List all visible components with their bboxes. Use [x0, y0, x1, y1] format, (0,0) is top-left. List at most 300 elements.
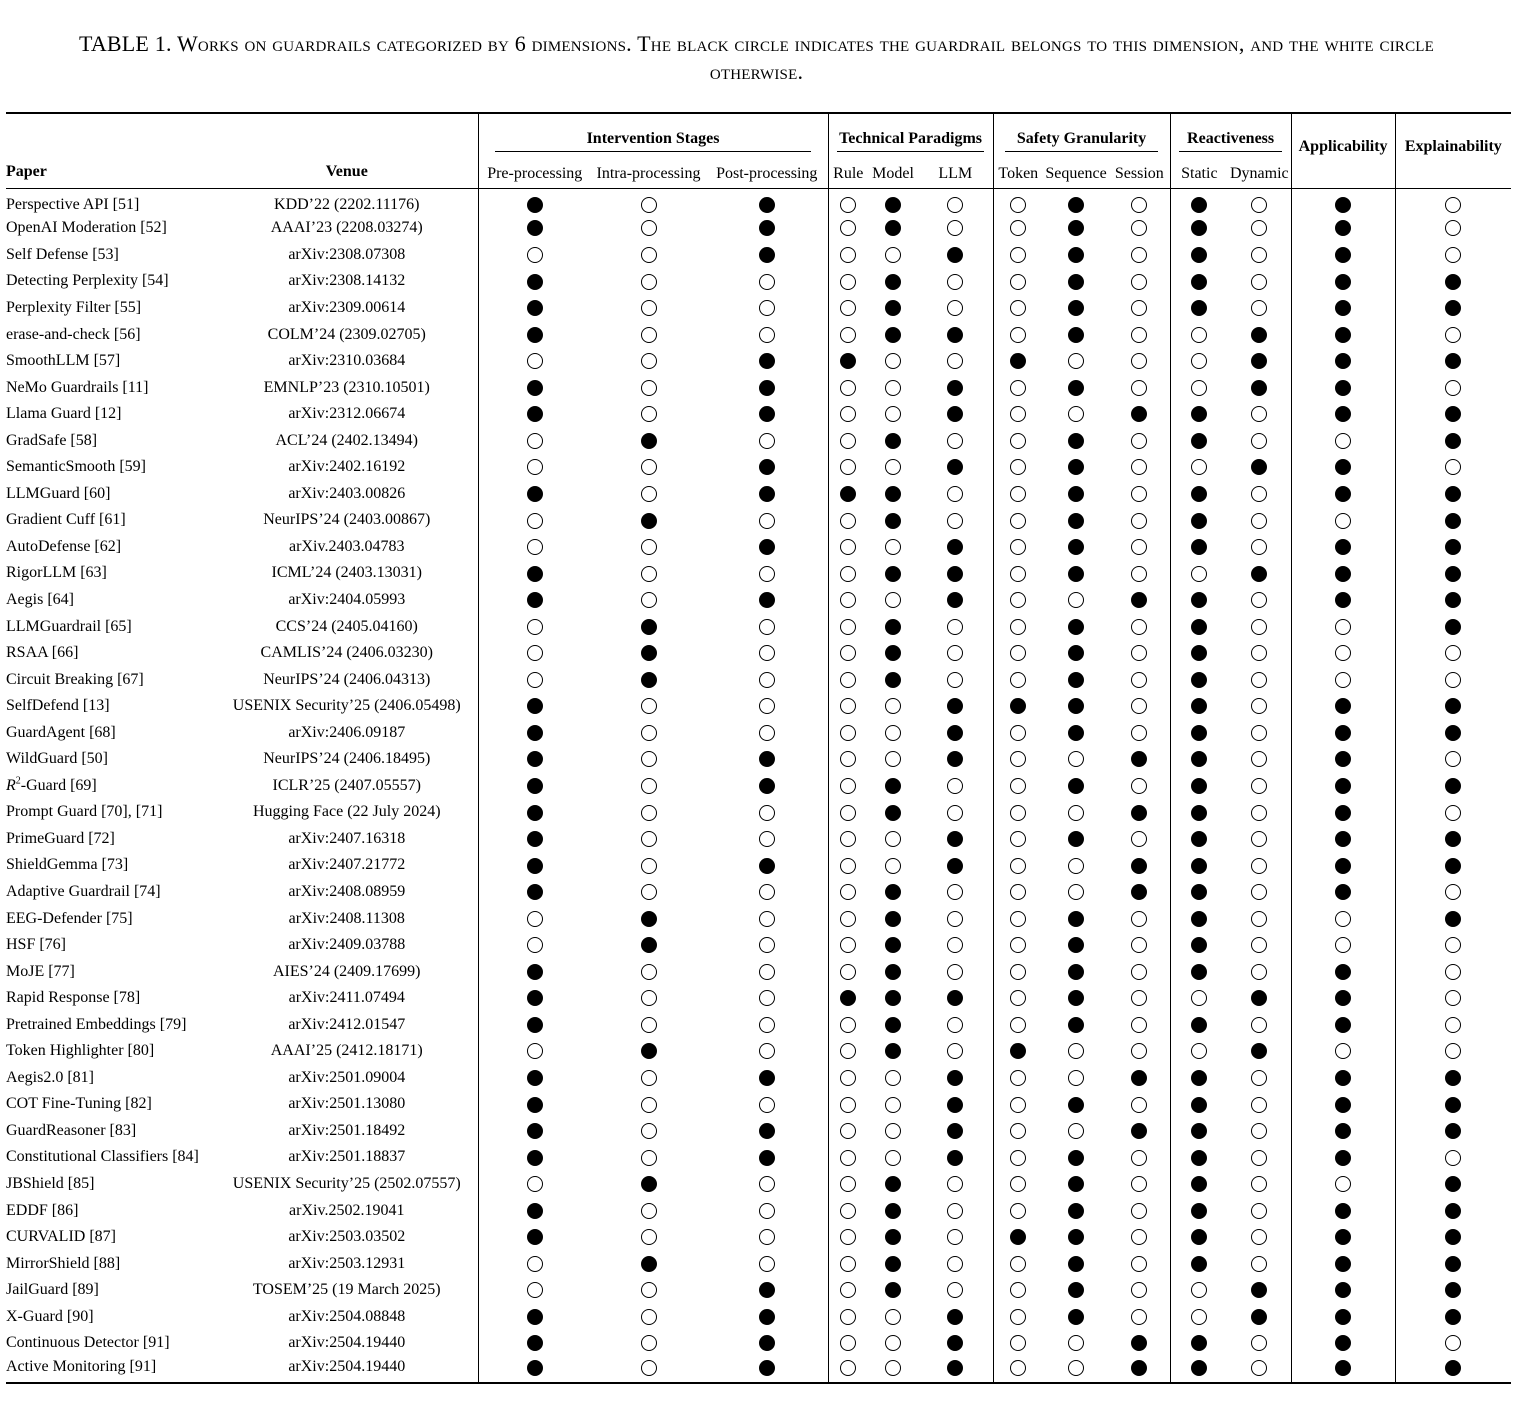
empty-circle-icon: [1010, 513, 1026, 529]
empty-circle-icon: [1010, 672, 1026, 688]
filled-circle-icon: [1445, 619, 1461, 635]
mark-cell: [868, 401, 918, 428]
empty-circle-icon: [1445, 247, 1461, 263]
filled-circle-icon: [1068, 513, 1084, 529]
mark-cell: [1291, 189, 1395, 216]
empty-circle-icon: [1131, 1309, 1147, 1325]
filled-circle-icon: [1191, 539, 1207, 555]
mark-cell: [1043, 932, 1109, 959]
mark-cell: [918, 1065, 993, 1092]
mark-cell: [1170, 1357, 1228, 1384]
filled-circle-icon: [1335, 1360, 1351, 1376]
empty-circle-icon: [885, 1360, 901, 1376]
mark-cell: [1395, 401, 1511, 428]
venue-cell: arXiv:2504.19440: [288, 1334, 406, 1352]
mark-cell: [1109, 321, 1170, 348]
table-row: [6, 826, 1511, 853]
mark-cell: [1395, 1144, 1511, 1171]
empty-circle-icon: [947, 884, 963, 900]
filled-circle-icon: [527, 831, 543, 847]
filled-circle-icon: [1191, 831, 1207, 847]
mark-cell: [993, 666, 1043, 693]
mark-cell: [706, 1197, 828, 1224]
empty-circle-icon: [947, 197, 963, 213]
mark-cell: [828, 666, 868, 693]
empty-circle-icon: [1068, 1123, 1084, 1139]
empty-circle-icon: [1251, 911, 1267, 927]
filled-circle-icon: [1445, 1176, 1461, 1192]
mark-cell: [868, 587, 918, 614]
paper-cell: EEG-Defender [75]: [6, 909, 133, 927]
mark-cell: [706, 1277, 828, 1304]
venue-cell: arXiv:2407.21772: [288, 856, 406, 874]
mark-cell: [1291, 507, 1395, 534]
mark-cell: [868, 1065, 918, 1092]
mark-cell: [706, 1065, 828, 1092]
filled-circle-icon: [1335, 327, 1351, 343]
filled-circle-icon: [1068, 459, 1084, 475]
mark-cell: [1228, 507, 1291, 534]
empty-circle-icon: [947, 1256, 963, 1272]
filled-circle-icon: [1335, 725, 1351, 741]
filled-circle-icon: [527, 805, 543, 821]
mark-cell: [828, 560, 868, 587]
empty-circle-icon: [527, 1256, 543, 1272]
empty-circle-icon: [840, 539, 856, 555]
mark-cell: [1170, 879, 1228, 906]
mark-cell: [918, 826, 993, 853]
mark-cell: [993, 587, 1043, 614]
venue-cell: arXiv:2308.14132: [288, 272, 406, 290]
filled-circle-icon: [1445, 1229, 1461, 1245]
empty-circle-icon: [947, 353, 963, 369]
table-row: [6, 1065, 1511, 1092]
filled-circle-icon: [759, 486, 775, 502]
empty-circle-icon: [1445, 884, 1461, 900]
mark-cell: [868, 268, 918, 295]
empty-circle-icon: [759, 327, 775, 343]
empty-circle-icon: [840, 300, 856, 316]
table-row: [6, 454, 1511, 481]
empty-circle-icon: [1068, 1360, 1084, 1376]
paper-cell: SemanticSmooth [59]: [6, 458, 146, 476]
mark-cell: [1228, 613, 1291, 640]
empty-circle-icon: [885, 380, 901, 396]
col-header-rule: Rule: [828, 160, 868, 189]
empty-circle-icon: [1191, 990, 1207, 1006]
empty-circle-icon: [1131, 247, 1147, 263]
paper-cell: JailGuard [89]: [6, 1281, 99, 1299]
mark-cell: [478, 1144, 591, 1171]
mark-cell: [706, 534, 828, 561]
mark-cell: [1228, 427, 1291, 454]
paper-cell: AutoDefense [62]: [6, 537, 122, 555]
filled-circle-icon: [885, 433, 901, 449]
mark-cell: [1109, 666, 1170, 693]
empty-circle-icon: [1131, 619, 1147, 635]
empty-circle-icon: [527, 672, 543, 688]
filled-circle-icon: [1445, 486, 1461, 502]
mark-cell: [1228, 958, 1291, 985]
mark-cell: [868, 507, 918, 534]
empty-circle-icon: [1445, 327, 1461, 343]
mark-cell: [478, 905, 591, 932]
filled-circle-icon: [1335, 751, 1351, 767]
mark-cell: [706, 985, 828, 1012]
filled-circle-icon: [1068, 1097, 1084, 1113]
mark-cell: [1043, 268, 1109, 295]
empty-circle-icon: [1251, 1070, 1267, 1086]
paper-cell: Token Highlighter [80]: [6, 1042, 155, 1060]
filled-circle-icon: [1445, 1123, 1461, 1139]
filled-circle-icon: [885, 1176, 901, 1192]
mark-cell: [1228, 773, 1291, 800]
filled-circle-icon: [947, 247, 963, 263]
mark-cell: [1109, 1118, 1170, 1145]
mark-cell: [706, 427, 828, 454]
empty-circle-icon: [840, 645, 856, 661]
venue-cell: arXiv:2312.06674: [288, 405, 406, 423]
mark-cell: [1395, 640, 1511, 667]
empty-circle-icon: [1131, 990, 1147, 1006]
mark-cell: [828, 1357, 868, 1384]
mark-cell: [1395, 1011, 1511, 1038]
mark-cell: [706, 242, 828, 269]
mark-cell: [1228, 454, 1291, 481]
mark-cell: [868, 1144, 918, 1171]
mark-cell: [1395, 534, 1511, 561]
empty-circle-icon: [947, 486, 963, 502]
mark-cell: [591, 1091, 706, 1118]
mark-cell: [1109, 693, 1170, 720]
mark-cell: [993, 534, 1043, 561]
filled-circle-icon: [527, 698, 543, 714]
mark-cell: [591, 852, 706, 879]
mark-cell: [1291, 587, 1395, 614]
filled-circle-icon: [1191, 1150, 1207, 1166]
mark-cell: [918, 1091, 993, 1118]
mark-cell: [918, 587, 993, 614]
mark-cell: [1395, 1357, 1511, 1384]
filled-circle-icon: [1068, 539, 1084, 555]
filled-circle-icon: [1335, 1335, 1351, 1351]
empty-circle-icon: [1010, 247, 1026, 263]
filled-circle-icon: [1445, 1203, 1461, 1219]
mark-cell: [1395, 746, 1511, 773]
mark-cell: [706, 454, 828, 481]
mark-cell: [1043, 507, 1109, 534]
mark-cell: [1109, 454, 1170, 481]
mark-cell: [1395, 985, 1511, 1012]
mark-cell: [1043, 1330, 1109, 1357]
mark-cell: [918, 799, 993, 826]
mark-cell: [993, 719, 1043, 746]
filled-circle-icon: [759, 1282, 775, 1298]
table-row: [6, 481, 1511, 508]
mark-cell: [993, 1065, 1043, 1092]
empty-circle-icon: [1010, 778, 1026, 794]
mark-cell: [868, 1303, 918, 1330]
mark-cell: [1170, 826, 1228, 853]
mark-cell: [868, 958, 918, 985]
mark-cell: [918, 321, 993, 348]
empty-circle-icon: [1131, 327, 1147, 343]
filled-circle-icon: [527, 327, 543, 343]
filled-circle-icon: [1335, 1282, 1351, 1298]
mark-cell: [1228, 1011, 1291, 1038]
mark-cell: [478, 985, 591, 1012]
filled-circle-icon: [947, 380, 963, 396]
mark-cell: [868, 666, 918, 693]
empty-circle-icon: [759, 1229, 775, 1245]
mark-cell: [1109, 1277, 1170, 1304]
filled-circle-icon: [840, 486, 856, 502]
empty-circle-icon: [1068, 1070, 1084, 1086]
filled-circle-icon: [1191, 858, 1207, 874]
mark-cell: [1109, 374, 1170, 401]
mark-cell: [1291, 1250, 1395, 1277]
mark-cell: [1109, 773, 1170, 800]
paper-cell: OpenAI Moderation [52]: [6, 219, 167, 237]
mark-cell: [868, 985, 918, 1012]
mark-cell: [706, 295, 828, 322]
filled-circle-icon: [1010, 353, 1026, 369]
mark-cell: [1395, 481, 1511, 508]
empty-circle-icon: [1251, 884, 1267, 900]
filled-circle-icon: [527, 990, 543, 1006]
mark-cell: [1043, 427, 1109, 454]
mark-cell: [993, 1357, 1043, 1384]
empty-circle-icon: [641, 1335, 657, 1351]
filled-circle-icon: [1445, 539, 1461, 555]
filled-circle-icon: [1335, 380, 1351, 396]
mark-cell: [591, 401, 706, 428]
paper-cell: Constitutional Classifiers [84]: [6, 1148, 199, 1166]
mark-cell: [993, 454, 1043, 481]
empty-circle-icon: [1131, 645, 1147, 661]
mark-cell: [828, 746, 868, 773]
mark-cell: [918, 1277, 993, 1304]
mark-cell: [1291, 454, 1395, 481]
empty-circle-icon: [641, 406, 657, 422]
mark-cell: [1170, 985, 1228, 1012]
empty-circle-icon: [1010, 406, 1026, 422]
mark-cell: [591, 985, 706, 1012]
mark-cell: [478, 507, 591, 534]
empty-circle-icon: [1131, 937, 1147, 953]
mark-cell: [918, 1224, 993, 1251]
empty-circle-icon: [1445, 964, 1461, 980]
empty-circle-icon: [1335, 433, 1351, 449]
filled-circle-icon: [1191, 778, 1207, 794]
paper-cell: ShieldGemma [73]: [6, 856, 129, 874]
mark-cell: [993, 799, 1043, 826]
mark-cell: [1228, 1197, 1291, 1224]
table-row: [6, 374, 1511, 401]
filled-circle-icon: [1251, 380, 1267, 396]
mark-cell: [1291, 879, 1395, 906]
mark-cell: [1291, 321, 1395, 348]
mark-cell: [591, 693, 706, 720]
mark-cell: [993, 932, 1043, 959]
mark-cell: [1109, 1011, 1170, 1038]
mark-cell: [1170, 401, 1228, 428]
mark-cell: [918, 613, 993, 640]
mark-cell: [1228, 719, 1291, 746]
filled-circle-icon: [885, 911, 901, 927]
venue-cell: arXiv:2408.11308: [288, 909, 405, 927]
mark-cell: [918, 401, 993, 428]
empty-circle-icon: [1010, 937, 1026, 953]
empty-circle-icon: [885, 247, 901, 263]
empty-circle-icon: [1010, 858, 1026, 874]
empty-circle-icon: [1068, 805, 1084, 821]
mark-cell: [478, 1277, 591, 1304]
mark-cell: [828, 427, 868, 454]
empty-circle-icon: [1131, 911, 1147, 927]
mark-cell: [868, 1277, 918, 1304]
empty-circle-icon: [1191, 459, 1207, 475]
empty-circle-icon: [759, 1097, 775, 1113]
table-row: [6, 1091, 1511, 1118]
empty-circle-icon: [1010, 751, 1026, 767]
mark-cell: [1395, 1065, 1511, 1092]
mark-cell: [1228, 268, 1291, 295]
filled-circle-icon: [885, 327, 901, 343]
mark-cell: [478, 560, 591, 587]
mark-cell: [918, 507, 993, 534]
empty-circle-icon: [1010, 805, 1026, 821]
filled-circle-icon: [1068, 566, 1084, 582]
mark-cell: [1395, 1303, 1511, 1330]
mark-cell: [706, 773, 828, 800]
filled-circle-icon: [1445, 1360, 1461, 1376]
filled-circle-icon: [1335, 247, 1351, 263]
mark-cell: [1043, 1303, 1109, 1330]
mark-cell: [1170, 746, 1228, 773]
mark-cell: [478, 1065, 591, 1092]
filled-circle-icon: [1191, 725, 1207, 741]
mark-cell: [1043, 1065, 1109, 1092]
mark-cell: [993, 295, 1043, 322]
filled-circle-icon: [947, 566, 963, 582]
mark-cell: [1291, 799, 1395, 826]
filled-circle-icon: [759, 197, 775, 213]
filled-circle-icon: [1335, 884, 1351, 900]
paper-cell: RSAA [66]: [6, 644, 79, 662]
empty-circle-icon: [840, 1203, 856, 1219]
mark-cell: [993, 613, 1043, 640]
empty-circle-icon: [1010, 1309, 1026, 1325]
empty-circle-icon: [840, 220, 856, 236]
filled-circle-icon: [1068, 327, 1084, 343]
paper-cell: Rapid Response [78]: [6, 989, 141, 1007]
filled-circle-icon: [1335, 805, 1351, 821]
mark-cell: [1228, 1357, 1291, 1384]
paper-cell: CURVALID [87]: [6, 1228, 116, 1246]
empty-circle-icon: [1251, 1017, 1267, 1033]
mark-cell: [478, 348, 591, 375]
filled-circle-icon: [759, 592, 775, 608]
paper-cell: Llama Guard [12]: [6, 405, 122, 423]
filled-circle-icon: [885, 1203, 901, 1219]
filled-circle-icon: [1335, 698, 1351, 714]
filled-circle-icon: [885, 937, 901, 953]
filled-circle-icon: [1445, 858, 1461, 874]
empty-circle-icon: [1131, 1017, 1147, 1033]
mark-cell: [828, 905, 868, 932]
mark-cell: [993, 268, 1043, 295]
paper-name: -Guard [69]: [20, 776, 97, 794]
mark-cell: [1170, 1091, 1228, 1118]
filled-circle-icon: [759, 220, 775, 236]
empty-circle-icon: [759, 911, 775, 927]
mark-cell: [828, 1250, 868, 1277]
empty-circle-icon: [1191, 380, 1207, 396]
empty-circle-icon: [1010, 1017, 1026, 1033]
empty-circle-icon: [1445, 1043, 1461, 1059]
empty-circle-icon: [1251, 619, 1267, 635]
paper-cell: GuardReasoner [83]: [6, 1121, 137, 1139]
mark-cell: [828, 852, 868, 879]
paper-cell: MirrorShield [88]: [6, 1254, 121, 1272]
mark-cell: [591, 295, 706, 322]
mark-cell: [1043, 215, 1109, 242]
filled-circle-icon: [1068, 778, 1084, 794]
mark-cell: [706, 1250, 828, 1277]
mark-cell: [1109, 401, 1170, 428]
filled-circle-icon: [1068, 197, 1084, 213]
filled-circle-icon: [1335, 300, 1351, 316]
filled-circle-icon: [759, 1070, 775, 1086]
filled-circle-icon: [885, 1256, 901, 1272]
table-row: [6, 268, 1511, 295]
mark-cell: [1291, 719, 1395, 746]
mark-cell: [1170, 242, 1228, 269]
filled-circle-icon: [527, 300, 543, 316]
paper-cell: EDDF [86]: [6, 1201, 79, 1219]
mark-cell: [828, 1144, 868, 1171]
empty-circle-icon: [840, 380, 856, 396]
filled-circle-icon: [1131, 751, 1147, 767]
filled-circle-icon: [1335, 1256, 1351, 1272]
empty-circle-icon: [1010, 1097, 1026, 1113]
paper-cell: MoJE [77]: [6, 962, 75, 980]
mark-cell: [478, 932, 591, 959]
mark-cell: [1395, 1277, 1511, 1304]
venue-cell: arXiv:2404.05993: [288, 590, 406, 608]
empty-circle-icon: [641, 1070, 657, 1086]
math-superscript: 2: [15, 775, 21, 787]
empty-circle-icon: [947, 1282, 963, 1298]
table-row: [6, 1011, 1511, 1038]
empty-circle-icon: [1335, 513, 1351, 529]
mark-cell: [478, 295, 591, 322]
empty-circle-icon: [840, 1097, 856, 1113]
mark-cell: [1043, 613, 1109, 640]
paper-cell: X-Guard [90]: [6, 1307, 94, 1325]
mark-cell: [1291, 1065, 1395, 1092]
mark-cell: [1043, 773, 1109, 800]
filled-circle-icon: [1191, 1176, 1207, 1192]
mark-cell: [1170, 1144, 1228, 1171]
mark-cell: [1228, 348, 1291, 375]
mark-cell: [1395, 321, 1511, 348]
empty-circle-icon: [947, 964, 963, 980]
mark-cell: [1170, 1038, 1228, 1065]
empty-circle-icon: [840, 751, 856, 767]
mark-cell: [828, 215, 868, 242]
